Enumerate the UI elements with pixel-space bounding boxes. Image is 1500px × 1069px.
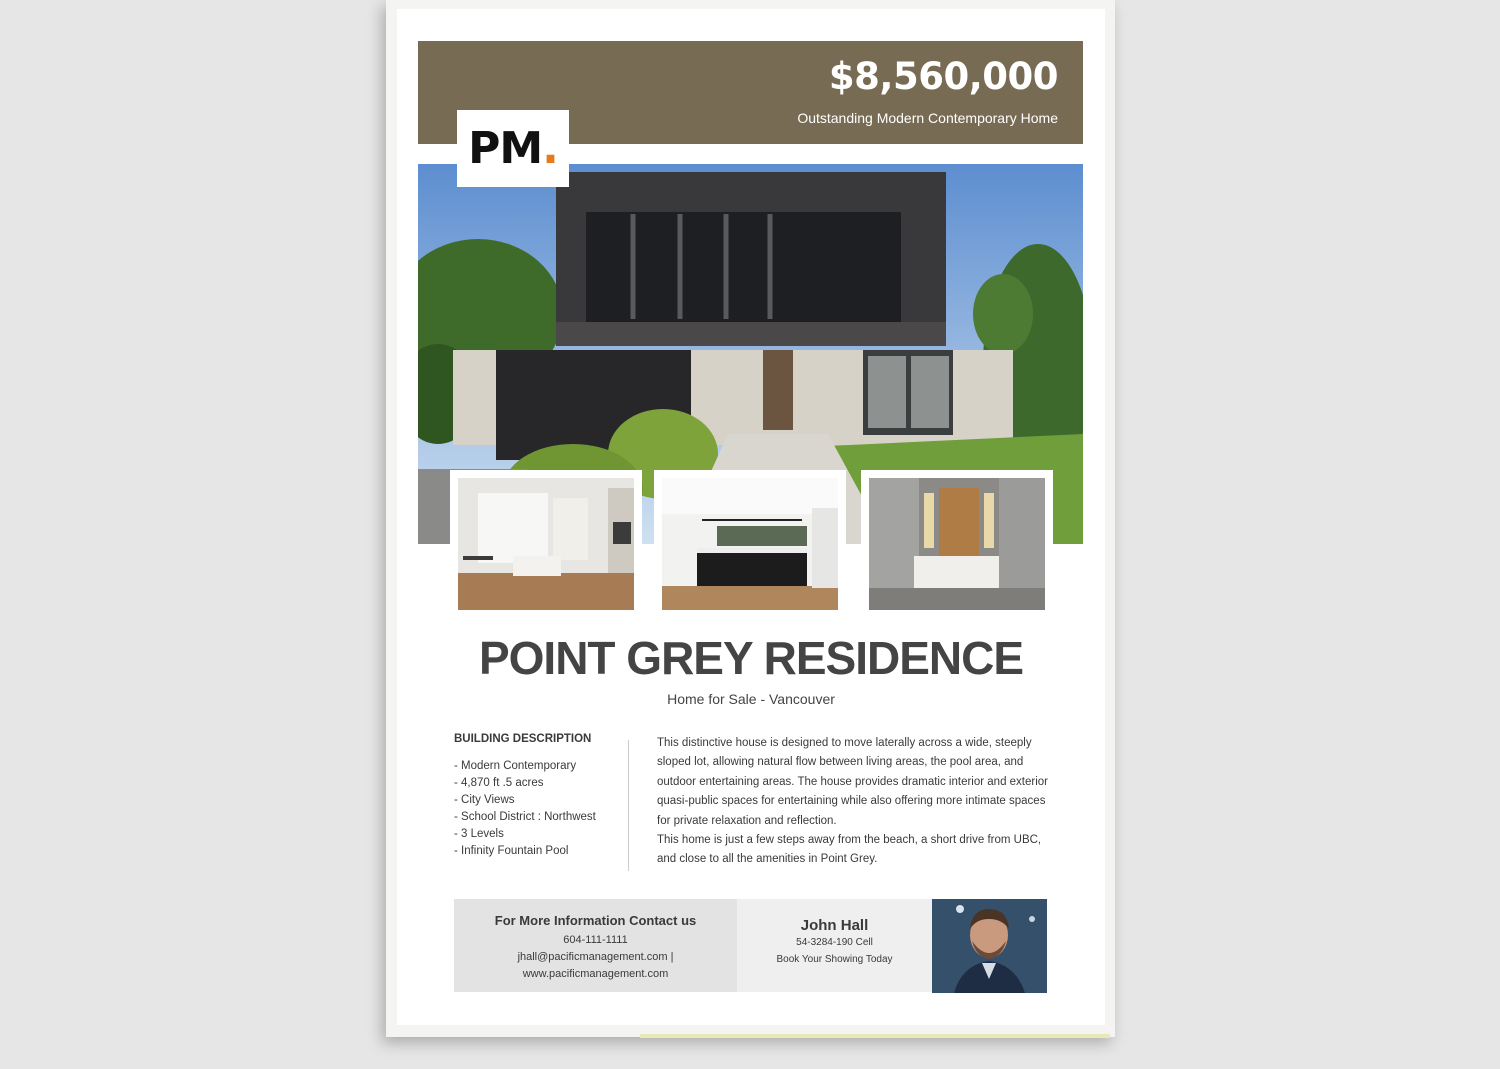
bathroom-image: [869, 478, 1045, 610]
pm-logo: [457, 110, 569, 187]
listing-price: $8,560,000: [828, 55, 1058, 98]
contact-website: www.pacificmanagement.com: [522, 968, 669, 980]
feature-item: - 4,870 ft .5 acres: [454, 777, 544, 789]
kitchen-image: [662, 478, 838, 610]
listing-tagline: Outstanding Modern Contemporary Home: [797, 110, 1058, 126]
flyer-page: [397, 9, 1105, 1025]
contact-heading: For More Information Contact us: [494, 913, 697, 928]
agent-photo: [932, 899, 1047, 993]
listing-title: POINT GREY RESIDENCE: [478, 632, 1024, 684]
feature-item: - School District : Northwest: [454, 811, 596, 823]
contact-email: jhall@pacificmanagement.com |: [517, 951, 674, 963]
description-paragraph: This distinctive house is designed to move laterally across a wide, steeply sloped lot, allowing natural flow between living areas, the pool area, and outdoor entertaining areas. The house provides dramatic interior and exterior quasi-public spaces for entertaining while also offering more intimate spaces for private relaxation and reflection.: [657, 737, 1049, 827]
thumbnail-kitchen: [654, 470, 846, 618]
logo-text: [468, 123, 558, 174]
agent-name: John Hall: [800, 917, 869, 934]
property-description: [657, 734, 1052, 870]
logo-dot: .: [542, 123, 558, 174]
agent-info-panel: [737, 899, 932, 992]
column-divider: [628, 740, 629, 871]
contact-phone: 604-111-1111: [563, 934, 628, 946]
sheet-edge: [640, 1034, 1110, 1038]
description-paragraph: This home is just a few steps away from the beach, a short drive from UBC, and close to all the amenities in Point Grey.: [657, 834, 1042, 866]
feature-item: - Infinity Fountain Pool: [454, 845, 569, 857]
thumbnail-bathroom: [861, 470, 1053, 618]
feature-list: [454, 758, 596, 860]
feature-item: - 3 Levels: [454, 828, 504, 840]
listing-subtitle: Home for Sale - Vancouver: [667, 691, 835, 707]
feature-item: - Modern Contemporary: [454, 760, 577, 772]
living-room-image: [458, 478, 634, 610]
agent-cta: Book Your Showing Today: [776, 954, 893, 965]
contact-info-panel: [454, 899, 737, 992]
feature-item: - City Views: [454, 794, 515, 806]
thumbnail-living-room: [450, 470, 642, 618]
agent-portrait-image: [932, 899, 1047, 993]
agent-cell: 54-3284-190 Cell: [796, 937, 873, 948]
logo-letters: PM: [468, 123, 543, 174]
building-description-heading: BUILDING DESCRIPTION: [454, 733, 592, 745]
